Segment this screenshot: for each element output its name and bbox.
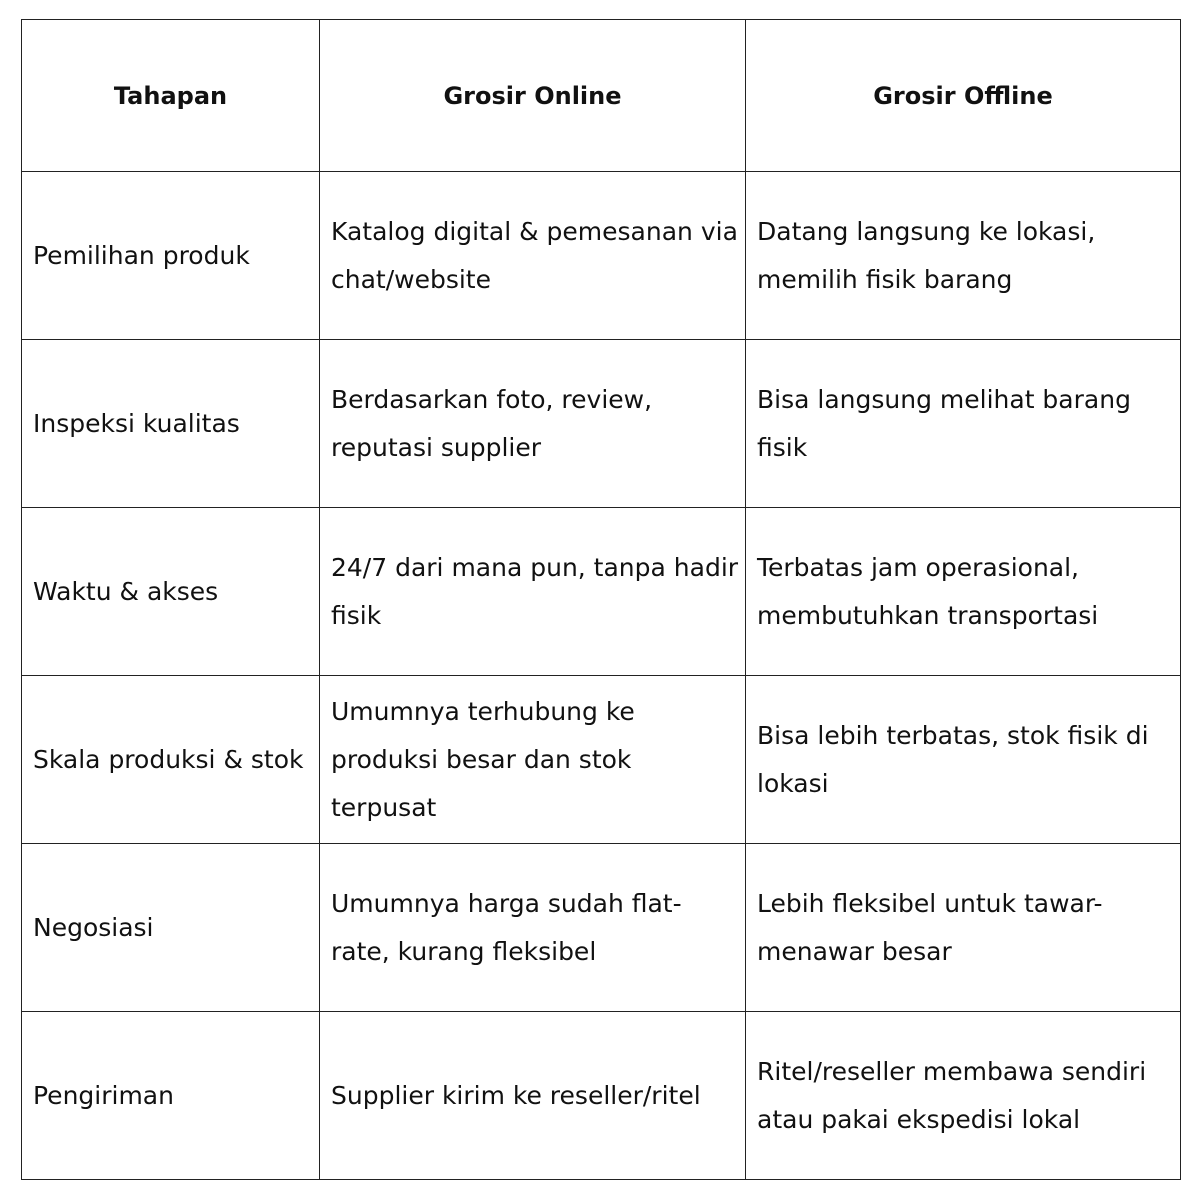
table-row: [22, 508, 1181, 676]
offline-cell: Bisa langsung melihat barang fisik: [746, 340, 1181, 508]
offline-cell: Terbatas jam operasional, membutuhkan transportasi: [746, 508, 1181, 676]
offline-cell: Ritel/reseller membawa sendiri atau pakai ekspedisi lokal: [746, 1012, 1181, 1180]
stage-cell: Inspeksi kualitas: [22, 340, 320, 508]
stage-cell: Skala produksi & stok: [22, 676, 320, 844]
stage-cell: Pengiriman: [22, 1012, 320, 1180]
comparison-table: [21, 19, 1181, 1180]
offline-cell: Datang langsung ke lokasi, memilih fisik barang: [746, 172, 1181, 340]
table-row: [22, 844, 1181, 1012]
online-cell: Berdasarkan foto, review, reputasi supplier: [320, 340, 746, 508]
table-row: [22, 676, 1181, 844]
header-grosir-offline: Grosir Offline: [746, 20, 1181, 172]
offline-cell: Lebih fleksibel untuk tawar-menawar besar: [746, 844, 1181, 1012]
online-cell: 24/7 dari mana pun, tanpa hadir fisik: [320, 508, 746, 676]
online-cell: Umumnya terhubung ke produksi besar dan stok terpusat: [320, 676, 746, 844]
header-grosir-online: Grosir Online: [320, 20, 746, 172]
stage-cell: Waktu & akses: [22, 508, 320, 676]
stage-cell: Pemilihan produk: [22, 172, 320, 340]
table-row: [22, 340, 1181, 508]
online-cell: Umumnya harga sudah flat-rate, kurang fleksibel: [320, 844, 746, 1012]
online-cell: Katalog digital & pemesanan via chat/website: [320, 172, 746, 340]
header-row: [22, 20, 1181, 172]
header-tahapan: Tahapan: [22, 20, 320, 172]
stage-cell: Negosiasi: [22, 844, 320, 1012]
online-cell: Supplier kirim ke reseller/ritel: [320, 1012, 746, 1180]
table-header: [22, 20, 1181, 172]
offline-cell: Bisa lebih terbatas, stok fisik di lokasi: [746, 676, 1181, 844]
table-row: [22, 1012, 1181, 1180]
table-row: [22, 172, 1181, 340]
table-body: [22, 172, 1181, 1180]
